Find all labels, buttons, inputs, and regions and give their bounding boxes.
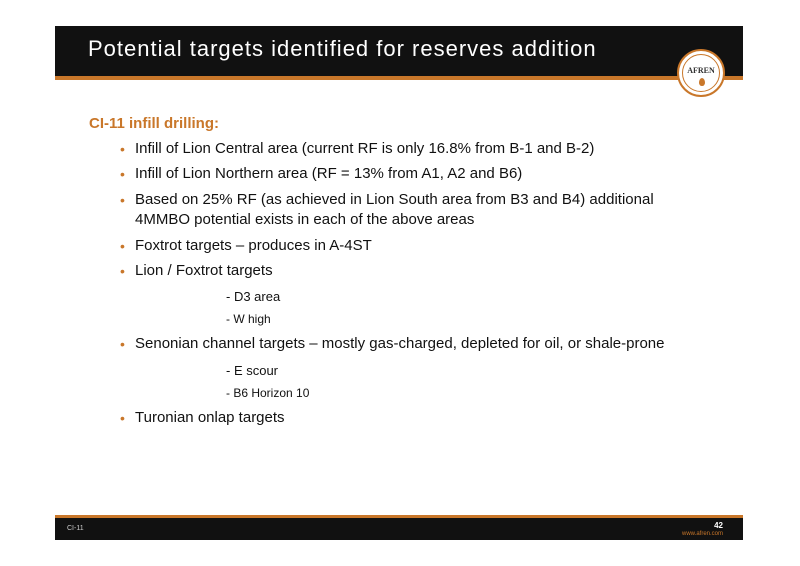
bullet-text: Turonian onlap targets bbox=[135, 409, 285, 426]
bullet-item bbox=[120, 190, 680, 230]
footer-url: www.afren.com bbox=[681, 531, 723, 537]
bullet-text: Senonian channel targets – mostly gas-charged, depleted for oil, or shale-prone bbox=[135, 335, 665, 352]
bullet-item bbox=[120, 236, 690, 256]
bullet-item bbox=[120, 164, 690, 184]
bullet-text: Lion / Foxtrot targets bbox=[135, 262, 273, 279]
slide-title: Potential targets identified for reserves addition bbox=[88, 36, 597, 61]
bullet-dot-icon: • bbox=[120, 141, 125, 157]
subitem: - E scour bbox=[226, 363, 279, 378]
section-heading: CI-11 infill drilling: bbox=[89, 115, 220, 132]
subitem: - B6 Horizon 10 bbox=[226, 386, 310, 400]
bullet-dot-icon: • bbox=[120, 192, 125, 208]
bullet-item bbox=[120, 334, 720, 354]
bullet-item bbox=[120, 261, 690, 281]
bullet-dot-icon: • bbox=[120, 336, 125, 352]
bullet-text: Infill of Lion Central area (current RF is only 16.8% from B-1 and B-2) bbox=[135, 140, 595, 157]
footer-bar bbox=[55, 518, 743, 540]
bullet-text: Based on 25% RF (as achieved in Lion South area from B3 and B4) additional 4MMBO potential exists in each of the above areas bbox=[135, 191, 654, 228]
bullet-item bbox=[120, 139, 690, 159]
bullet-dot-icon: • bbox=[120, 410, 125, 426]
bullet-text: Infill of Lion Northern area (RF = 13% from A1, A2 and B6) bbox=[135, 165, 523, 182]
bullet-item bbox=[120, 408, 690, 428]
subitem: - D3 area bbox=[226, 289, 281, 304]
bullet-dot-icon: • bbox=[120, 166, 125, 182]
logo-text: AFREN bbox=[687, 66, 715, 75]
bullet-dot-icon: • bbox=[120, 238, 125, 254]
subitem: - W high bbox=[226, 312, 271, 326]
footer-label: CI-11 bbox=[67, 525, 84, 532]
bullet-dot-icon: • bbox=[120, 263, 125, 279]
bullet-text: Foxtrot targets – produces in A-4ST bbox=[135, 237, 372, 254]
page-number: 42 bbox=[714, 521, 723, 530]
